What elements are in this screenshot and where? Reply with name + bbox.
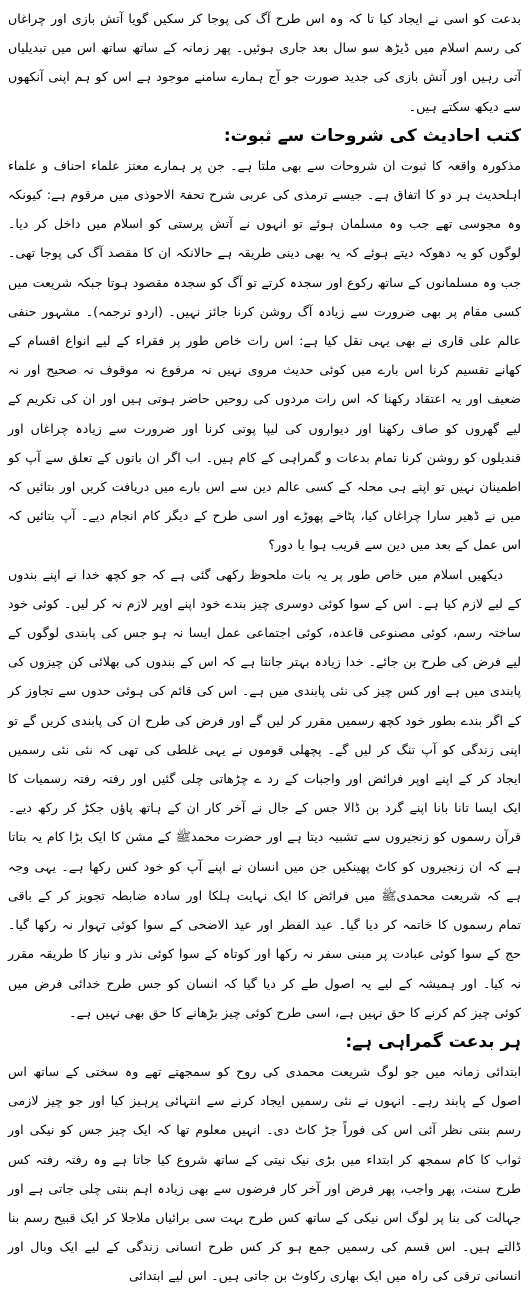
paragraph-intro: بدعت کو اسی نے ایجاد کیا تا کہ وہ اس طرح آگ کی پوجا کر سکیں گویا آتش بازی اور چراغاں کی رسم اسلام میں ڈیڑھ سو سال بعد جاری ہوئیں۔ پھر زمانہ کے ساتھ ساتھ اس میں تبدیلیاں آتی رہیں اور آتش بازی کی جدید صورت جو آج ہمارے سامنے موجود ہے اس کو ہم اپنی آنکھوں سے دیکھ سکتے ہیں۔ xyxy=(8,11,521,114)
paragraph-islam-rituals: دیکھیں اسلام میں خاص طور پر یہ بات ملحوظ رکھی گئی ہے کہ جو کچھ خدا نے اپنے بندوں کے لیے لازم کیا ہے۔ اس کے سوا کوئی دوسری چیز بندے خود اپنے اوپر لازم نہ کر لیں۔ کوئی خود ساختہ رسم، کوئی مصنوعی قاعدہ، کوئی اجتماعی عمل ایسا نہ ہو جس کی پابندی لوگوں کے لیے فرض کی طرح بن جائے۔ خدا زیادہ بہتر جانتا ہے کہ اس کے بندوں کی بھلائی کن چیزوں کی پابندی میں ہے اور کس چیز کی نئی پابندی میں ہے۔ اس کی قائم کی ہوئی حدوں سے تجاوز کر کے اگر بندے بطور خود کچھ رسمیں مقرر کر لیں گے اور فرض کی طرح ان کی پابندی کریں گے تو اپنی زندگی کو آپ تنگ کر لیں گے۔ پچھلی قوموں نے یہی غلطی کی تھی کہ نئی نئی رسمیں ایجاد کر کے اپنے اوپر فرائض اور واجبات کے رد ے چڑھاتی چلی گئیں اور رفتہ رفتہ رسمیات کا ایک ایسا تانا بانا اپنے گرد بن ڈالا جس کے جال نے آخر کار ان کے ہاتھ پاؤں جکڑ کر رکھ دیے۔ قرآن رسموں کو زنجیروں سے تشبیہ دیتا ہے اور حضرت محمدﷺ کے مشن کا ایک بڑا کام یہ بتاتا ہے کہ ان زنجیروں کو کاٹ پھینکیں جن میں انسان نے اپنے آپ کو خود کس رکھا ہے۔ یہی وجہ ہے کہ شریعت محمدیﷺ میں فرائض کا ایک نہایت ہلکا اور سادہ ضابطہ تجویز کر کے باقی تمام رسموں کا خاتمہ کر دیا گیا۔ عید الفطر اور عید الاضحی کے سوا کوئی تہوار نہ رکھا گیا۔ حج کے سوا کوئی عبادت پر مبنی سفر نہ رکھا اور کوتاہ کے سوا کوئی نذر و نیاز کا طریقہ مقرر نہ کیا۔ اور ہمیشہ کے لیے یہ اصول طے کر دیا گیا کہ انسان کو جس طرح خدائی فرض میں کوئی چیز کم کرنے کا حق نہیں ہے، اسی طرح کوئی چیز بڑھانے کا حق بھی نہیں ہے۔ xyxy=(8,566,521,1020)
paragraph-early-era: ابتدائی زمانہ میں جو لوگ شریعت محمدی کی روح کو سمجھتے تھے وہ سختی کے ساتھ اس اصول کے پابند رہے۔ انہوں نے نئی رسمیں ایجاد کرنے سے انتہائی پرہیز کیا اور جو چیز لازمی رسم بنتی نظر آئی اس کی فوراً جڑ کاٹ دی۔ انہیں معلوم تھا کہ ایک چیز جس کو نیکی اور ثواب کا کام سمجھ کر ابتداء میں بڑی نیک نیتی کے ساتھ شروع کیا جاتا ہے وہ رفتہ رفتہ کس طرح سنت، پھر واجب، پھر فرض اور آخر کار فرضوں سے بھی زیادہ اہم بنتی چلی جاتی ہے اور جہالت کی بنا پر لوگ اس نیکی کے ساتھ کس طرح بہت سی برائیاں ملاجلا کر ایک قبیح رسم بنا ڈالتے ہیں۔ اس قسم کی رسمیں جمع ہو کر کس طرح انسانی زندگی کے لیے ایک وبال اور انسانی ترقی کی راہ میں ایک بھاری رکاوٹ بن جاتی ہیں۔ اس لیے ابتدائی xyxy=(8,1063,521,1284)
paragraph-hadith-evidence: مذکورہ واقعہ کا ثبوت ان شروحات سے بھی ملتا ہے۔ جن پر ہمارے معتز علماء احناف و علماء اہلحدیث ہر دو کا اتفاق ہے۔ جیسے ترمذی کی عربی شرح تحفۃ الاحوذی میں مرقوم ہے: کیونکہ وہ مجوسی تھے جب وہ مسلمان ہوئے تو انہوں نے آتش پرستی کو اسلام میں داخل کر دیا۔ لوگوں کو یہ دھوکہ دیتے ہوئے کہ یہ بھی دینی طریقہ ہے حالانکہ ان کا مقصد آگ کی پوجا تھی۔ جب وہ مسلمانوں کے ساتھ رکوع اور سجدہ کرتے تو آگ کو سجدہ مقصود ہوتا جبکہ شریعت میں کسی مقام پر بھی ضرورت سے زیادہ آگ روشن کرنا جائز نہیں۔ (اردو ترجمہ)۔ مشہور حنفی عالم علی قاری نے بھی یہی نقل کیا ہے: اس رات خاص طور پر فقراء کے لیے انواع اقسام کے کھانے تقسیم کرنا اس بارے میں کوئی حدیث مروی نہیں نہ مرفوع نہ موقوف نہ صحیح اور نہ ضعیف اور یہ اعتقاد رکھنا کہ اس رات مردوں کی روحیں حاضر ہوتی ہیں اور ان کی تکریم کے لیے گھروں کو صاف رکھنا اور دیواروں کی لیپا پوتی کرنا اور ضرورت سے زیادہ چراغاں اور قندیلوں کو روشن کرنا تمام بدعات و گمراہی کے کام ہیں۔ اب اگر ان باتوں کے تعلق سے آپ کو اطمینان نہیں تو اپنے ہی محلہ کے کسی عالم دین سے اس بارے میں دریافت کریں اور بتائیں کہ میں نے ڈھیر سارا چراغاں کیا، پٹاخے پھوڑے اور اسی طرح کے دیگر کام انجام دیے۔ آپ بتائیں کہ اس عمل کے بعد میں دین سے قریب ہوا یا دور؟ xyxy=(7,157,521,553)
section-heading-hadith-commentaries: کتب احادیث کی شروحات سے ثبوت: xyxy=(223,125,521,146)
document-page xyxy=(7,4,521,1284)
section-heading-every-innovation: ہر بدعت گمراہی ہے: xyxy=(345,1031,521,1052)
